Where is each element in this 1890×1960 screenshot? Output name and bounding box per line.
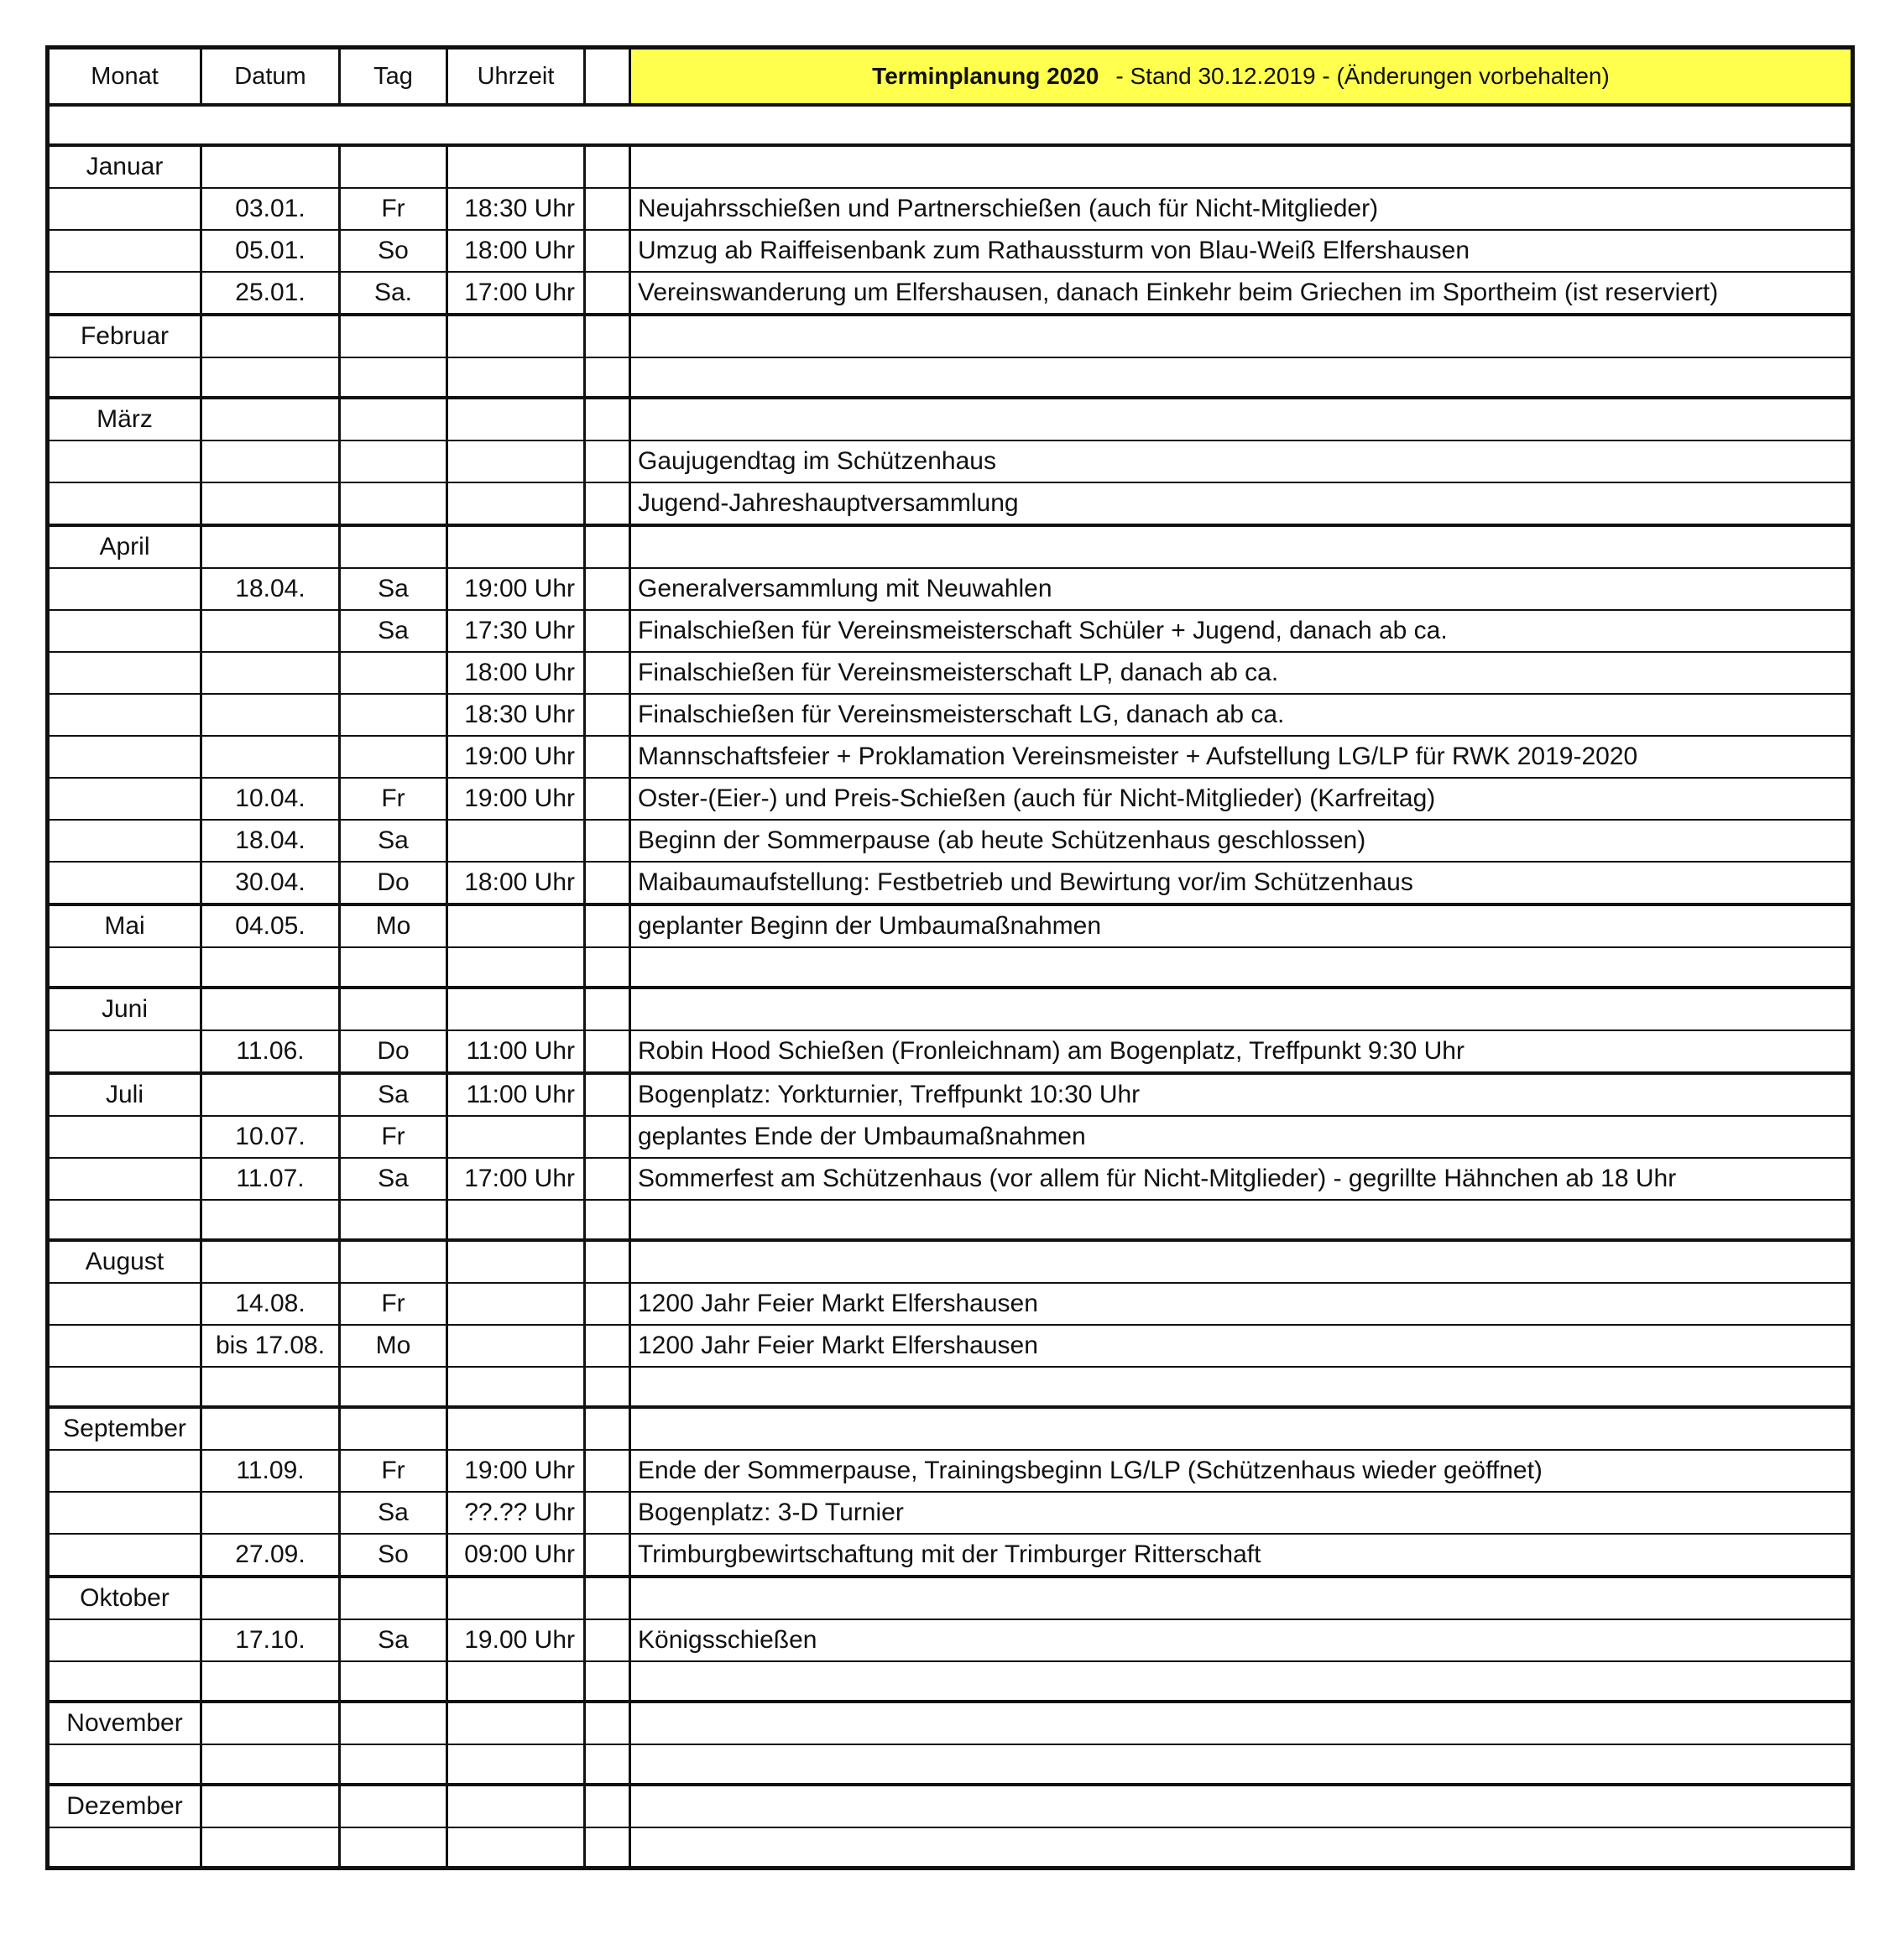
date-cell (201, 1827, 340, 1868)
date-cell (201, 610, 340, 652)
month-cell (48, 1030, 201, 1073)
blank-cell (585, 694, 630, 736)
header-uhrzeit: Uhrzeit (447, 48, 585, 106)
time-cell: 19:00 Uhr (447, 778, 585, 820)
time-cell (447, 398, 585, 440)
date-cell (201, 947, 340, 988)
table-row (48, 904, 1853, 947)
table-row (48, 1577, 1853, 1619)
time-cell: 18:30 Uhr (447, 694, 585, 736)
description-cell: Königsschießen (630, 1619, 1853, 1661)
table-row (48, 482, 1853, 525)
time-cell (447, 357, 585, 398)
description-cell (630, 357, 1853, 398)
table-row (48, 947, 1853, 988)
date-cell (201, 1407, 340, 1450)
day-cell: Sa (340, 820, 447, 862)
table-row (48, 1158, 1853, 1200)
blank-cell (585, 1785, 630, 1827)
month-cell (48, 820, 201, 862)
table-row (48, 1407, 1853, 1450)
description-cell (630, 1407, 1853, 1450)
blank-cell (585, 1534, 630, 1577)
time-cell (447, 1785, 585, 1827)
month-cell (48, 652, 201, 694)
time-cell (447, 1827, 585, 1868)
day-cell (340, 988, 447, 1030)
description-cell (630, 947, 1853, 988)
blank-cell (585, 610, 630, 652)
description-cell (630, 1702, 1853, 1744)
day-cell (340, 1367, 447, 1407)
day-cell (340, 398, 447, 440)
day-cell: Sa (340, 568, 447, 610)
time-cell (447, 820, 585, 862)
time-cell (447, 1283, 585, 1325)
table-row (48, 1619, 1853, 1661)
month-cell (48, 778, 201, 820)
date-cell: 30.04. (201, 862, 340, 904)
description-cell: Maibaumaufstellung: Festbetrieb und Bewirtung vor/im Schützenhaus (630, 862, 1853, 904)
description-cell: Vereinswanderung um Elfershausen, danach Einkehr beim Griechen im Sportheim (ist reserviert) (630, 272, 1853, 315)
time-cell: 09:00 Uhr (447, 1534, 585, 1577)
month-cell (48, 1450, 201, 1492)
day-cell (340, 1200, 447, 1240)
header-row (48, 48, 1853, 106)
date-cell (201, 1785, 340, 1827)
table-row (48, 1702, 1853, 1744)
month-cell: November (48, 1702, 201, 1744)
date-cell (201, 482, 340, 525)
table-row (48, 440, 1853, 482)
date-cell (201, 1577, 340, 1619)
blank-cell (585, 1702, 630, 1744)
month-cell (48, 1367, 201, 1407)
blank-cell (585, 1325, 630, 1367)
time-cell (447, 1661, 585, 1702)
time-cell (447, 440, 585, 482)
time-cell: 19:00 Uhr (447, 1450, 585, 1492)
day-cell (340, 1407, 447, 1450)
date-cell (201, 736, 340, 778)
time-cell: 18:30 Uhr (447, 188, 585, 230)
table-row (48, 988, 1853, 1030)
month-cell (48, 1158, 201, 1200)
description-cell (630, 988, 1853, 1030)
month-cell (48, 694, 201, 736)
time-cell (447, 1407, 585, 1450)
table-row (48, 778, 1853, 820)
table-row (48, 525, 1853, 568)
description-cell: Bogenplatz: Yorkturnier, Treffpunkt 10:30 Uhr (630, 1073, 1853, 1116)
time-cell: 19.00 Uhr (447, 1619, 585, 1661)
time-cell (447, 315, 585, 357)
month-cell (48, 272, 201, 315)
blank-cell (585, 1619, 630, 1661)
month-cell: Oktober (48, 1577, 201, 1619)
time-cell: 17:30 Uhr (447, 610, 585, 652)
blank-cell (585, 230, 630, 272)
blank-cell (585, 1827, 630, 1868)
time-cell: ??.?? Uhr (447, 1492, 585, 1534)
table-row (48, 1116, 1853, 1158)
header-blank (585, 48, 630, 106)
description-cell: Oster-(Eier-) und Preis-Schießen (auch für Nicht-Mitglieder) (Karfreitag) (630, 778, 1853, 820)
description-cell: Trimburgbewirtschaftung mit der Trimburger Ritterschaft (630, 1534, 1853, 1577)
blank-cell (585, 525, 630, 568)
time-cell (447, 525, 585, 568)
description-cell: geplanter Beginn der Umbaumaßnahmen (630, 904, 1853, 947)
blank-cell (585, 1116, 630, 1158)
table-row (48, 188, 1853, 230)
month-cell (48, 610, 201, 652)
day-cell: Sa. (340, 272, 447, 315)
table-row (48, 568, 1853, 610)
blank-cell (585, 862, 630, 904)
day-cell: Fr (340, 1283, 447, 1325)
description-cell: Finalschießen für Vereinsmeisterschaft LG, danach ab ca. (630, 694, 1853, 736)
month-cell: April (48, 525, 201, 568)
table-row (48, 1367, 1853, 1407)
time-cell (447, 1744, 585, 1785)
time-cell: 19:00 Uhr (447, 736, 585, 778)
blank-cell (585, 1030, 630, 1073)
table-row (48, 820, 1853, 862)
table-row (48, 230, 1853, 272)
day-cell: Do (340, 1030, 447, 1073)
description-cell (630, 1661, 1853, 1702)
month-cell: Mai (48, 904, 201, 947)
date-cell (201, 440, 340, 482)
table-row (48, 1661, 1853, 1702)
blank-cell (585, 357, 630, 398)
time-cell (447, 1116, 585, 1158)
month-cell (48, 1492, 201, 1534)
day-cell: Do (340, 862, 447, 904)
month-cell: Juni (48, 988, 201, 1030)
date-cell: 17.10. (201, 1619, 340, 1661)
description-cell: Finalschießen für Vereinsmeisterschaft Schüler + Jugend, danach ab ca. (630, 610, 1853, 652)
description-cell: Beginn der Sommerpause (ab heute Schützenhaus geschlossen) (630, 820, 1853, 862)
spacer-row (48, 105, 1853, 145)
time-cell (447, 1702, 585, 1744)
table-row (48, 1073, 1853, 1116)
month-cell (48, 1283, 201, 1325)
blank-cell (585, 568, 630, 610)
day-cell: Fr (340, 778, 447, 820)
blank-cell (585, 1200, 630, 1240)
day-cell (340, 652, 447, 694)
table-row (48, 1283, 1853, 1325)
blank-cell (585, 1073, 630, 1116)
header-datum: Datum (201, 48, 340, 106)
description-cell: Sommerfest am Schützenhaus (vor allem für Nicht-Mitglieder) - gegrillte Hähnchen ab 18 Uhr (630, 1158, 1853, 1200)
date-cell (201, 1367, 340, 1407)
date-cell (201, 315, 340, 357)
description-cell (630, 315, 1853, 357)
description-cell: Umzug ab Raiffeisenbank zum Rathaussturm von Blau-Weiß Elfershausen (630, 230, 1853, 272)
description-cell: Neujahrsschießen und Partnerschießen (auch für Nicht-Mitglieder) (630, 188, 1853, 230)
table-row (48, 1450, 1853, 1492)
date-cell: 10.04. (201, 778, 340, 820)
time-cell: 11:00 Uhr (447, 1030, 585, 1073)
day-cell (340, 315, 447, 357)
date-cell: 10.07. (201, 1116, 340, 1158)
description-cell (630, 1367, 1853, 1407)
blank-cell (585, 904, 630, 947)
date-cell: 18.04. (201, 568, 340, 610)
blank-cell (585, 652, 630, 694)
date-cell (201, 1702, 340, 1744)
date-cell (201, 988, 340, 1030)
time-cell: 18:00 Uhr (447, 862, 585, 904)
day-cell (340, 357, 447, 398)
date-cell (201, 1200, 340, 1240)
description-cell: 1200 Jahr Feier Markt Elfershausen (630, 1325, 1853, 1367)
description-cell (630, 1240, 1853, 1283)
day-cell (340, 440, 447, 482)
time-cell (447, 1577, 585, 1619)
day-cell (340, 1240, 447, 1283)
blank-cell (585, 315, 630, 357)
blank-cell (585, 188, 630, 230)
date-cell (201, 525, 340, 568)
day-cell (340, 736, 447, 778)
blank-cell (585, 1744, 630, 1785)
month-cell: Juli (48, 1073, 201, 1116)
table-row (48, 1200, 1853, 1240)
month-cell: März (48, 398, 201, 440)
blank-cell (585, 1407, 630, 1450)
table-row (48, 398, 1853, 440)
month-cell (48, 1534, 201, 1577)
date-cell: 18.04. (201, 820, 340, 862)
time-cell: 11:00 Uhr (447, 1073, 585, 1116)
day-cell: Sa (340, 1619, 447, 1661)
title-bold: Terminplanung 2020 (872, 63, 1099, 89)
table-row (48, 1827, 1853, 1868)
blank-cell (585, 272, 630, 315)
description-cell: Robin Hood Schießen (Fronleichnam) am Bogenplatz, Treffpunkt 9:30 Uhr (630, 1030, 1853, 1073)
blank-cell (585, 1661, 630, 1702)
table-row (48, 1325, 1853, 1367)
table-row (48, 862, 1853, 904)
table-row (48, 1534, 1853, 1577)
day-cell (340, 694, 447, 736)
description-cell: Bogenplatz: 3-D Turnier (630, 1492, 1853, 1534)
day-cell (340, 482, 447, 525)
description-cell: Mannschaftsfeier + Proklamation Vereinsmeister + Aufstellung LG/LP für RWK 2019-2020 (630, 736, 1853, 778)
time-cell (447, 947, 585, 988)
description-cell (630, 145, 1853, 188)
blank-cell (585, 440, 630, 482)
time-cell (447, 482, 585, 525)
date-cell (201, 357, 340, 398)
date-cell: 11.06. (201, 1030, 340, 1073)
day-cell (340, 1661, 447, 1702)
time-cell (447, 1200, 585, 1240)
table-row (48, 652, 1853, 694)
month-cell (48, 1827, 201, 1868)
time-cell: 18:00 Uhr (447, 230, 585, 272)
date-cell (201, 1661, 340, 1702)
day-cell (340, 1702, 447, 1744)
day-cell (340, 1577, 447, 1619)
description-cell: Finalschießen für Vereinsmeisterschaft LP, danach ab ca. (630, 652, 1853, 694)
month-cell (48, 357, 201, 398)
month-cell (48, 1619, 201, 1661)
description-cell (630, 1744, 1853, 1785)
description-cell: Jugend-Jahreshauptversammlung (630, 482, 1853, 525)
description-cell (630, 1577, 1853, 1619)
table-row (48, 357, 1853, 398)
time-cell: 17:00 Uhr (447, 1158, 585, 1200)
time-cell (447, 1240, 585, 1283)
day-cell (340, 1744, 447, 1785)
date-cell: 27.09. (201, 1534, 340, 1577)
month-cell: August (48, 1240, 201, 1283)
blank-cell (585, 820, 630, 862)
blank-cell (585, 1240, 630, 1283)
date-cell (201, 1744, 340, 1785)
day-cell: So (340, 1534, 447, 1577)
month-cell: Februar (48, 315, 201, 357)
description-cell: Generalversammlung mit Neuwahlen (630, 568, 1853, 610)
date-cell (201, 145, 340, 188)
date-cell (201, 694, 340, 736)
day-cell: Mo (340, 904, 447, 947)
time-cell (447, 145, 585, 188)
month-cell (48, 482, 201, 525)
blank-cell (585, 1283, 630, 1325)
blank-cell (585, 482, 630, 525)
day-cell (340, 145, 447, 188)
time-cell: 18:00 Uhr (447, 652, 585, 694)
blank-cell (585, 778, 630, 820)
description-cell: Ende der Sommerpause, Trainingsbeginn LG/LP (Schützenhaus wieder geöffnet) (630, 1450, 1853, 1492)
description-cell: geplantes Ende der Umbaumaßnahmen (630, 1116, 1853, 1158)
blank-cell (585, 398, 630, 440)
day-cell: So (340, 230, 447, 272)
description-cell (630, 1200, 1853, 1240)
description-cell: Gaujugendtag im Schützenhaus (630, 440, 1853, 482)
date-cell: 04.05. (201, 904, 340, 947)
blank-cell (585, 145, 630, 188)
date-cell: bis 17.08. (201, 1325, 340, 1367)
month-cell (48, 736, 201, 778)
month-cell (48, 440, 201, 482)
month-cell (48, 568, 201, 610)
date-cell (201, 398, 340, 440)
date-cell: 03.01. (201, 188, 340, 230)
date-cell: 11.09. (201, 1450, 340, 1492)
table-row (48, 1785, 1853, 1827)
time-cell (447, 904, 585, 947)
page-title (630, 48, 1853, 106)
description-cell (630, 1785, 1853, 1827)
description-cell (630, 1827, 1853, 1868)
month-cell (48, 947, 201, 988)
day-cell: Fr (340, 1116, 447, 1158)
day-cell: Fr (340, 1450, 447, 1492)
day-cell: Sa (340, 1492, 447, 1534)
table-row (48, 736, 1853, 778)
table-row (48, 1240, 1853, 1283)
time-cell: 19:00 Uhr (447, 568, 585, 610)
blank-cell (585, 1158, 630, 1200)
blank-cell (585, 1367, 630, 1407)
time-cell (447, 1367, 585, 1407)
header-tag: Tag (340, 48, 447, 106)
day-cell (340, 525, 447, 568)
day-cell: Sa (340, 1158, 447, 1200)
spacer-cell (48, 105, 1853, 145)
date-cell (201, 1240, 340, 1283)
month-cell (48, 188, 201, 230)
blank-cell (585, 1577, 630, 1619)
month-cell: Januar (48, 145, 201, 188)
table-row (48, 1492, 1853, 1534)
table-row (48, 272, 1853, 315)
day-cell: Sa (340, 1073, 447, 1116)
month-cell (48, 230, 201, 272)
day-cell: Mo (340, 1325, 447, 1367)
date-cell: 05.01. (201, 230, 340, 272)
month-cell (48, 1325, 201, 1367)
blank-cell (585, 1492, 630, 1534)
table-row (48, 610, 1853, 652)
schedule-table (45, 45, 1855, 1870)
month-cell (48, 1744, 201, 1785)
day-cell (340, 947, 447, 988)
table-row (48, 694, 1853, 736)
date-cell (201, 652, 340, 694)
table-row (48, 1744, 1853, 1785)
date-cell: 14.08. (201, 1283, 340, 1325)
time-cell (447, 1325, 585, 1367)
day-cell (340, 1785, 447, 1827)
blank-cell (585, 947, 630, 988)
day-cell (340, 1827, 447, 1868)
table-row (48, 315, 1853, 357)
description-cell: 1200 Jahr Feier Markt Elfershausen (630, 1283, 1853, 1325)
time-cell: 17:00 Uhr (447, 272, 585, 315)
day-cell: Fr (340, 188, 447, 230)
month-cell (48, 862, 201, 904)
month-cell (48, 1200, 201, 1240)
date-cell: 25.01. (201, 272, 340, 315)
day-cell: Sa (340, 610, 447, 652)
table-row (48, 145, 1853, 188)
table-row (48, 1030, 1853, 1073)
month-cell: September (48, 1407, 201, 1450)
blank-cell (585, 988, 630, 1030)
month-cell: Dezember (48, 1785, 201, 1827)
date-cell: 11.07. (201, 1158, 340, 1200)
header-monat: Monat (48, 48, 201, 106)
date-cell (201, 1492, 340, 1534)
blank-cell (585, 1450, 630, 1492)
description-cell (630, 525, 1853, 568)
time-cell (447, 988, 585, 1030)
month-cell (48, 1661, 201, 1702)
date-cell (201, 1073, 340, 1116)
title-status: - Stand 30.12.2019 - (Änderungen vorbehalten) (1115, 63, 1610, 89)
description-cell (630, 398, 1853, 440)
blank-cell (585, 736, 630, 778)
month-cell (48, 1116, 201, 1158)
